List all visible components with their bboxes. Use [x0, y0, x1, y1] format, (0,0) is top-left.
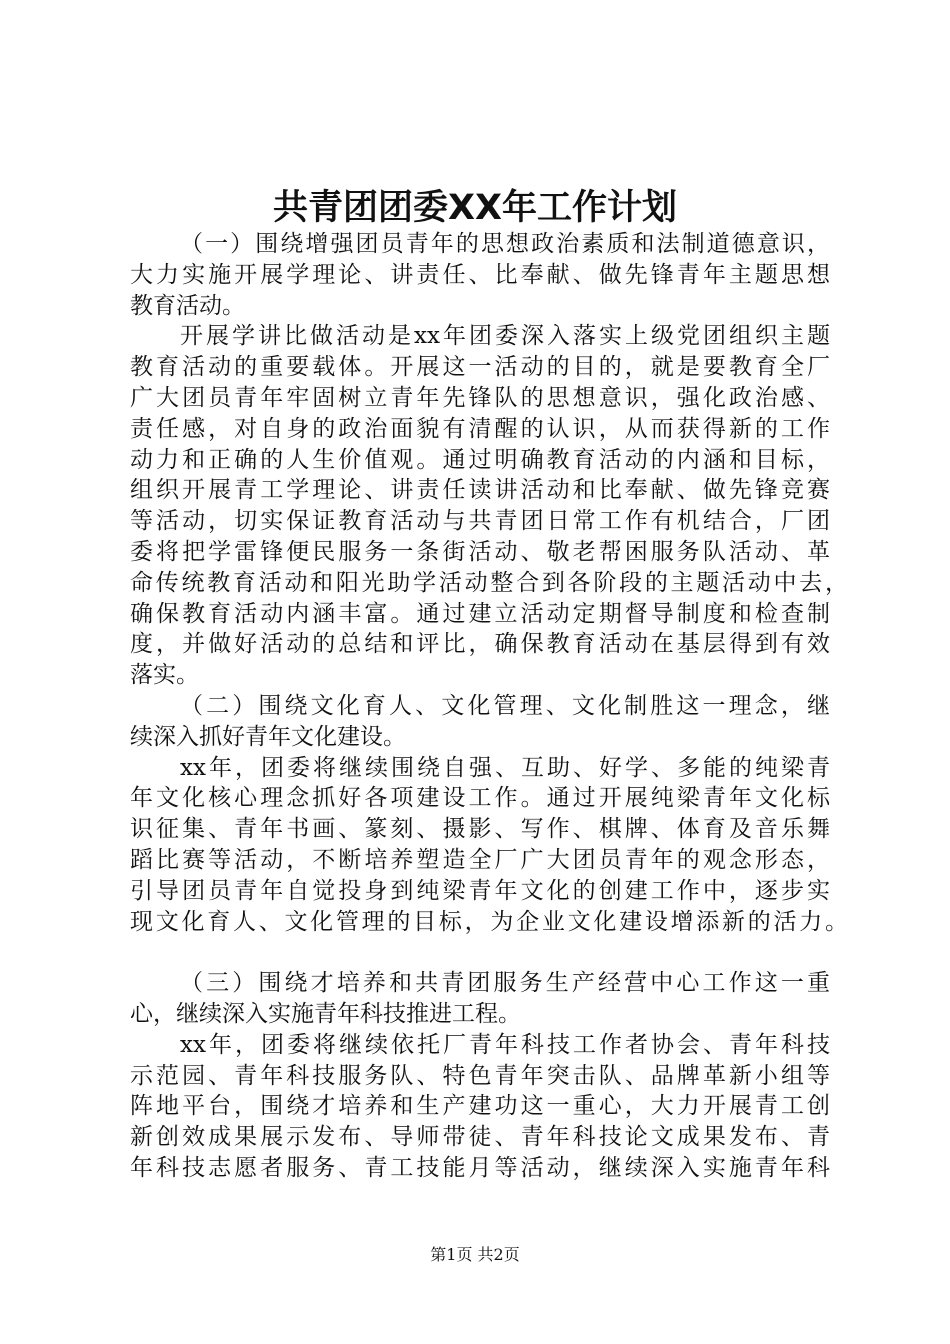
text-line: 续深入抓好青年文化建设。	[130, 723, 406, 750]
text-line: 年科技志愿者服务、青工技能月等活动，继续深入实施青年科	[130, 1154, 830, 1181]
text-line: 确保教育活动内涵丰富。通过建立活动定期督导制度和检查制	[130, 600, 830, 627]
text-line: 新创效成果展示发布、导师带徒、青年科技论文成果发布、青	[130, 1124, 830, 1151]
text-line: （一）围绕增强团员青年的思想政治素质和法制道德意识，	[180, 231, 830, 257]
text-line: 落实。	[130, 662, 199, 689]
document-body	[130, 229, 848, 1184]
text-line: （三）围绕才培养和共青团服务生产经营中心工作这一重	[180, 970, 830, 997]
text-line: 教育活动。	[130, 292, 245, 319]
text-line: 年文化核心理念抓好各项建设工作。通过开展纯梁青年文化标	[130, 785, 830, 812]
text-line: xx年，团委将继续围绕自强、互助、好学、多能的纯梁青	[180, 754, 830, 781]
text-line: 开展学讲比做活动是xx年团委深入落实上级党团组织主题	[180, 323, 830, 350]
text-line: 委将把学雷锋便民服务一条街活动、敬老帮困服务队活动、革	[130, 538, 830, 565]
document-title: 共青团团委XX年工作计划	[273, 188, 677, 228]
text-line: 等活动，切实保证教育活动与共青团日常工作有机结合，厂团	[130, 508, 830, 535]
text-line: 命传统教育活动和阳光助学活动整合到各阶段的主题活动中去，	[130, 569, 848, 596]
text-line: 引导团员青年自觉投身到纯梁青年文化的创建工作中，逐步实	[130, 877, 830, 904]
text-line: 示范园、青年科技服务队、特色青年突击队、品牌革新小组等	[130, 1062, 830, 1089]
blank-line	[130, 937, 830, 968]
text-line: 现文化育人、文化管理的目标，为企业文化建设增添新的活力。	[130, 908, 848, 935]
text-line: 心，继续深入实施青年科技推进工程。	[130, 1000, 521, 1027]
text-line: 责任感，对自身的政治面貌有清醒的认识，从而获得新的工作	[130, 415, 830, 442]
text-line: 广大团员青年牢固树立青年先锋队的思想意识，强化政治感、	[130, 384, 830, 411]
text-line: 阵地平台，围绕才培养和生产建功这一重心，大力开展青工创	[130, 1093, 830, 1120]
text-line: 蹈比赛等活动，不断培养塑造全厂广大团员青年的观念形态，	[130, 846, 830, 873]
text-line: 教育活动的重要载体。开展这一活动的目的，就是要教育全厂	[130, 354, 830, 381]
text-line: 组织开展青工学理论、讲责任读讲活动和比奉献、做先锋竞赛	[130, 477, 830, 504]
page-footer: 第1页 共2页	[430, 1245, 520, 1264]
text-line: 动力和正确的人生价值观。通过明确教育活动的内涵和目标，	[130, 446, 830, 473]
text-line: xx年，团委将继续依托厂青年科技工作者协会、青年科技	[180, 1031, 830, 1058]
text-line: 识征集、青年书画、篆刻、摄影、写作、棋牌、体育及音乐舞	[130, 816, 830, 843]
text-line: （二）围绕文化育人、文化管理、文化制胜这一理念，继	[180, 692, 830, 719]
text-line: 度，并做好活动的总结和评比，确保教育活动在基层得到有效	[130, 631, 830, 658]
text-line: 大力实施开展学理论、讲责任、比奉献、做先锋青年主题思想	[130, 261, 830, 288]
